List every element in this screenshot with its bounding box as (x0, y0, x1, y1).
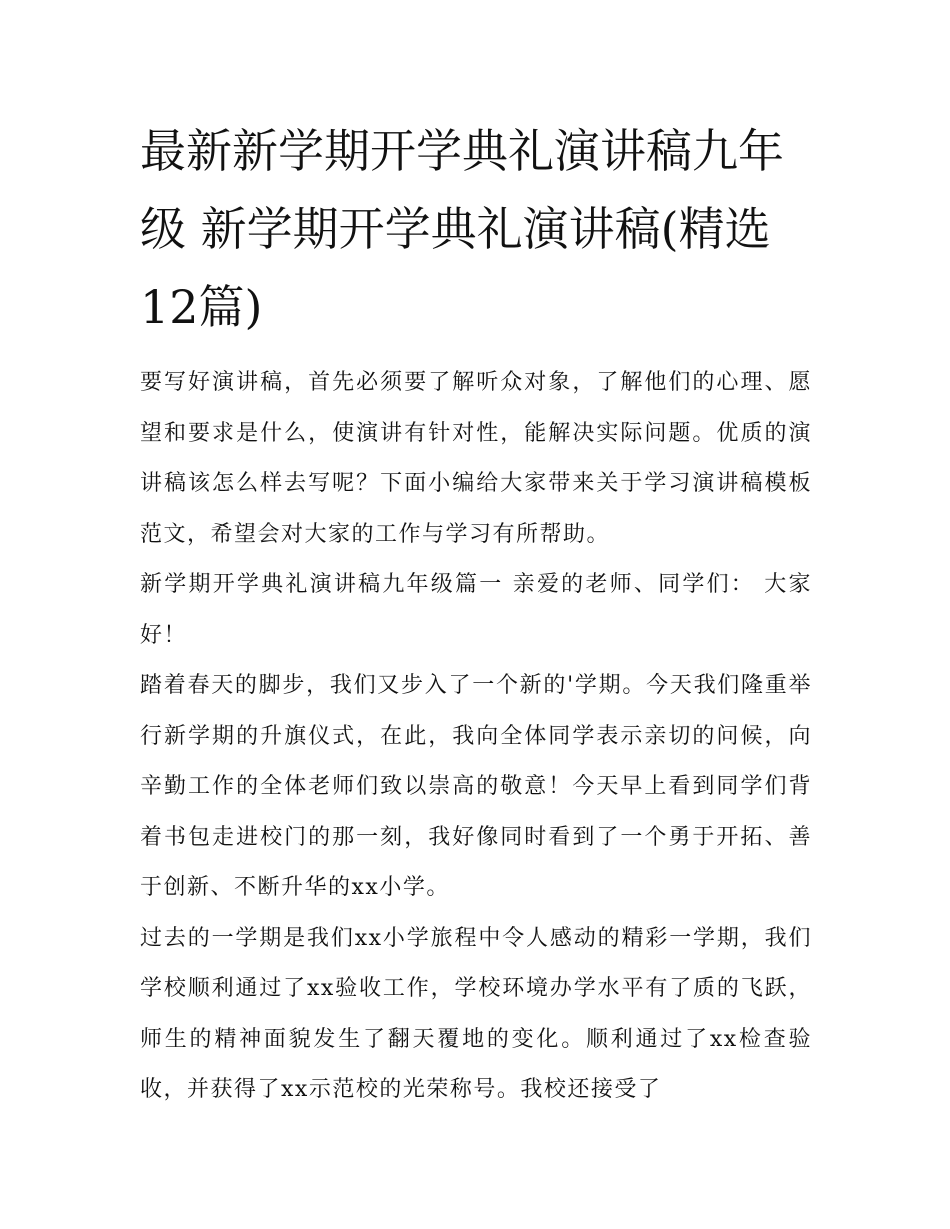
document-page (140, 112, 812, 1116)
intro-paragraph: 要写好演讲稿，首先必须要了解听众对象，了解他们的心理、愿望和要求是什么，使演讲有针对性，能解决实际问题。优质的演讲稿该怎么样去写呢？下面小编给大家带来关于学习演讲稿模板范文，希望会对大家的工作与学习有所帮助。 (140, 370, 812, 547)
body-paragraph-1: 踏着春天的脚步，我们又步入了一个新的'学期。今天我们隆重举行新学期的升旗仪式，在此，我向全体同学表示亲切的问候，向辛勤工作的全体老师们致以崇高的敬意！今天早上看到同学们背着书包走进校门的那一刻，我好像同时看到了一个勇于开拓、善于创新、不断升华的xx小学。 (140, 673, 812, 900)
speech-heading-paragraph: 新学期开学典礼演讲稿九年级篇一 亲爱的老师、同学们： 大家好！ (140, 572, 812, 648)
body-paragraph-2: 过去的一学期是我们xx小学旅程中令人感动的精彩一学期，我们学校顺利通过了xx验收工作，学校环境办学水平有了质的飞跃，师生的精神面貌发生了翻天覆地的变化。顺利通过了xx检查验收，并获得了xx示范校的光荣称号。我校还接受了 (140, 925, 812, 1102)
document-title: 最新新学期开学典礼演讲稿九年级 新学期开学典礼演讲稿(精选12篇) (140, 124, 784, 334)
